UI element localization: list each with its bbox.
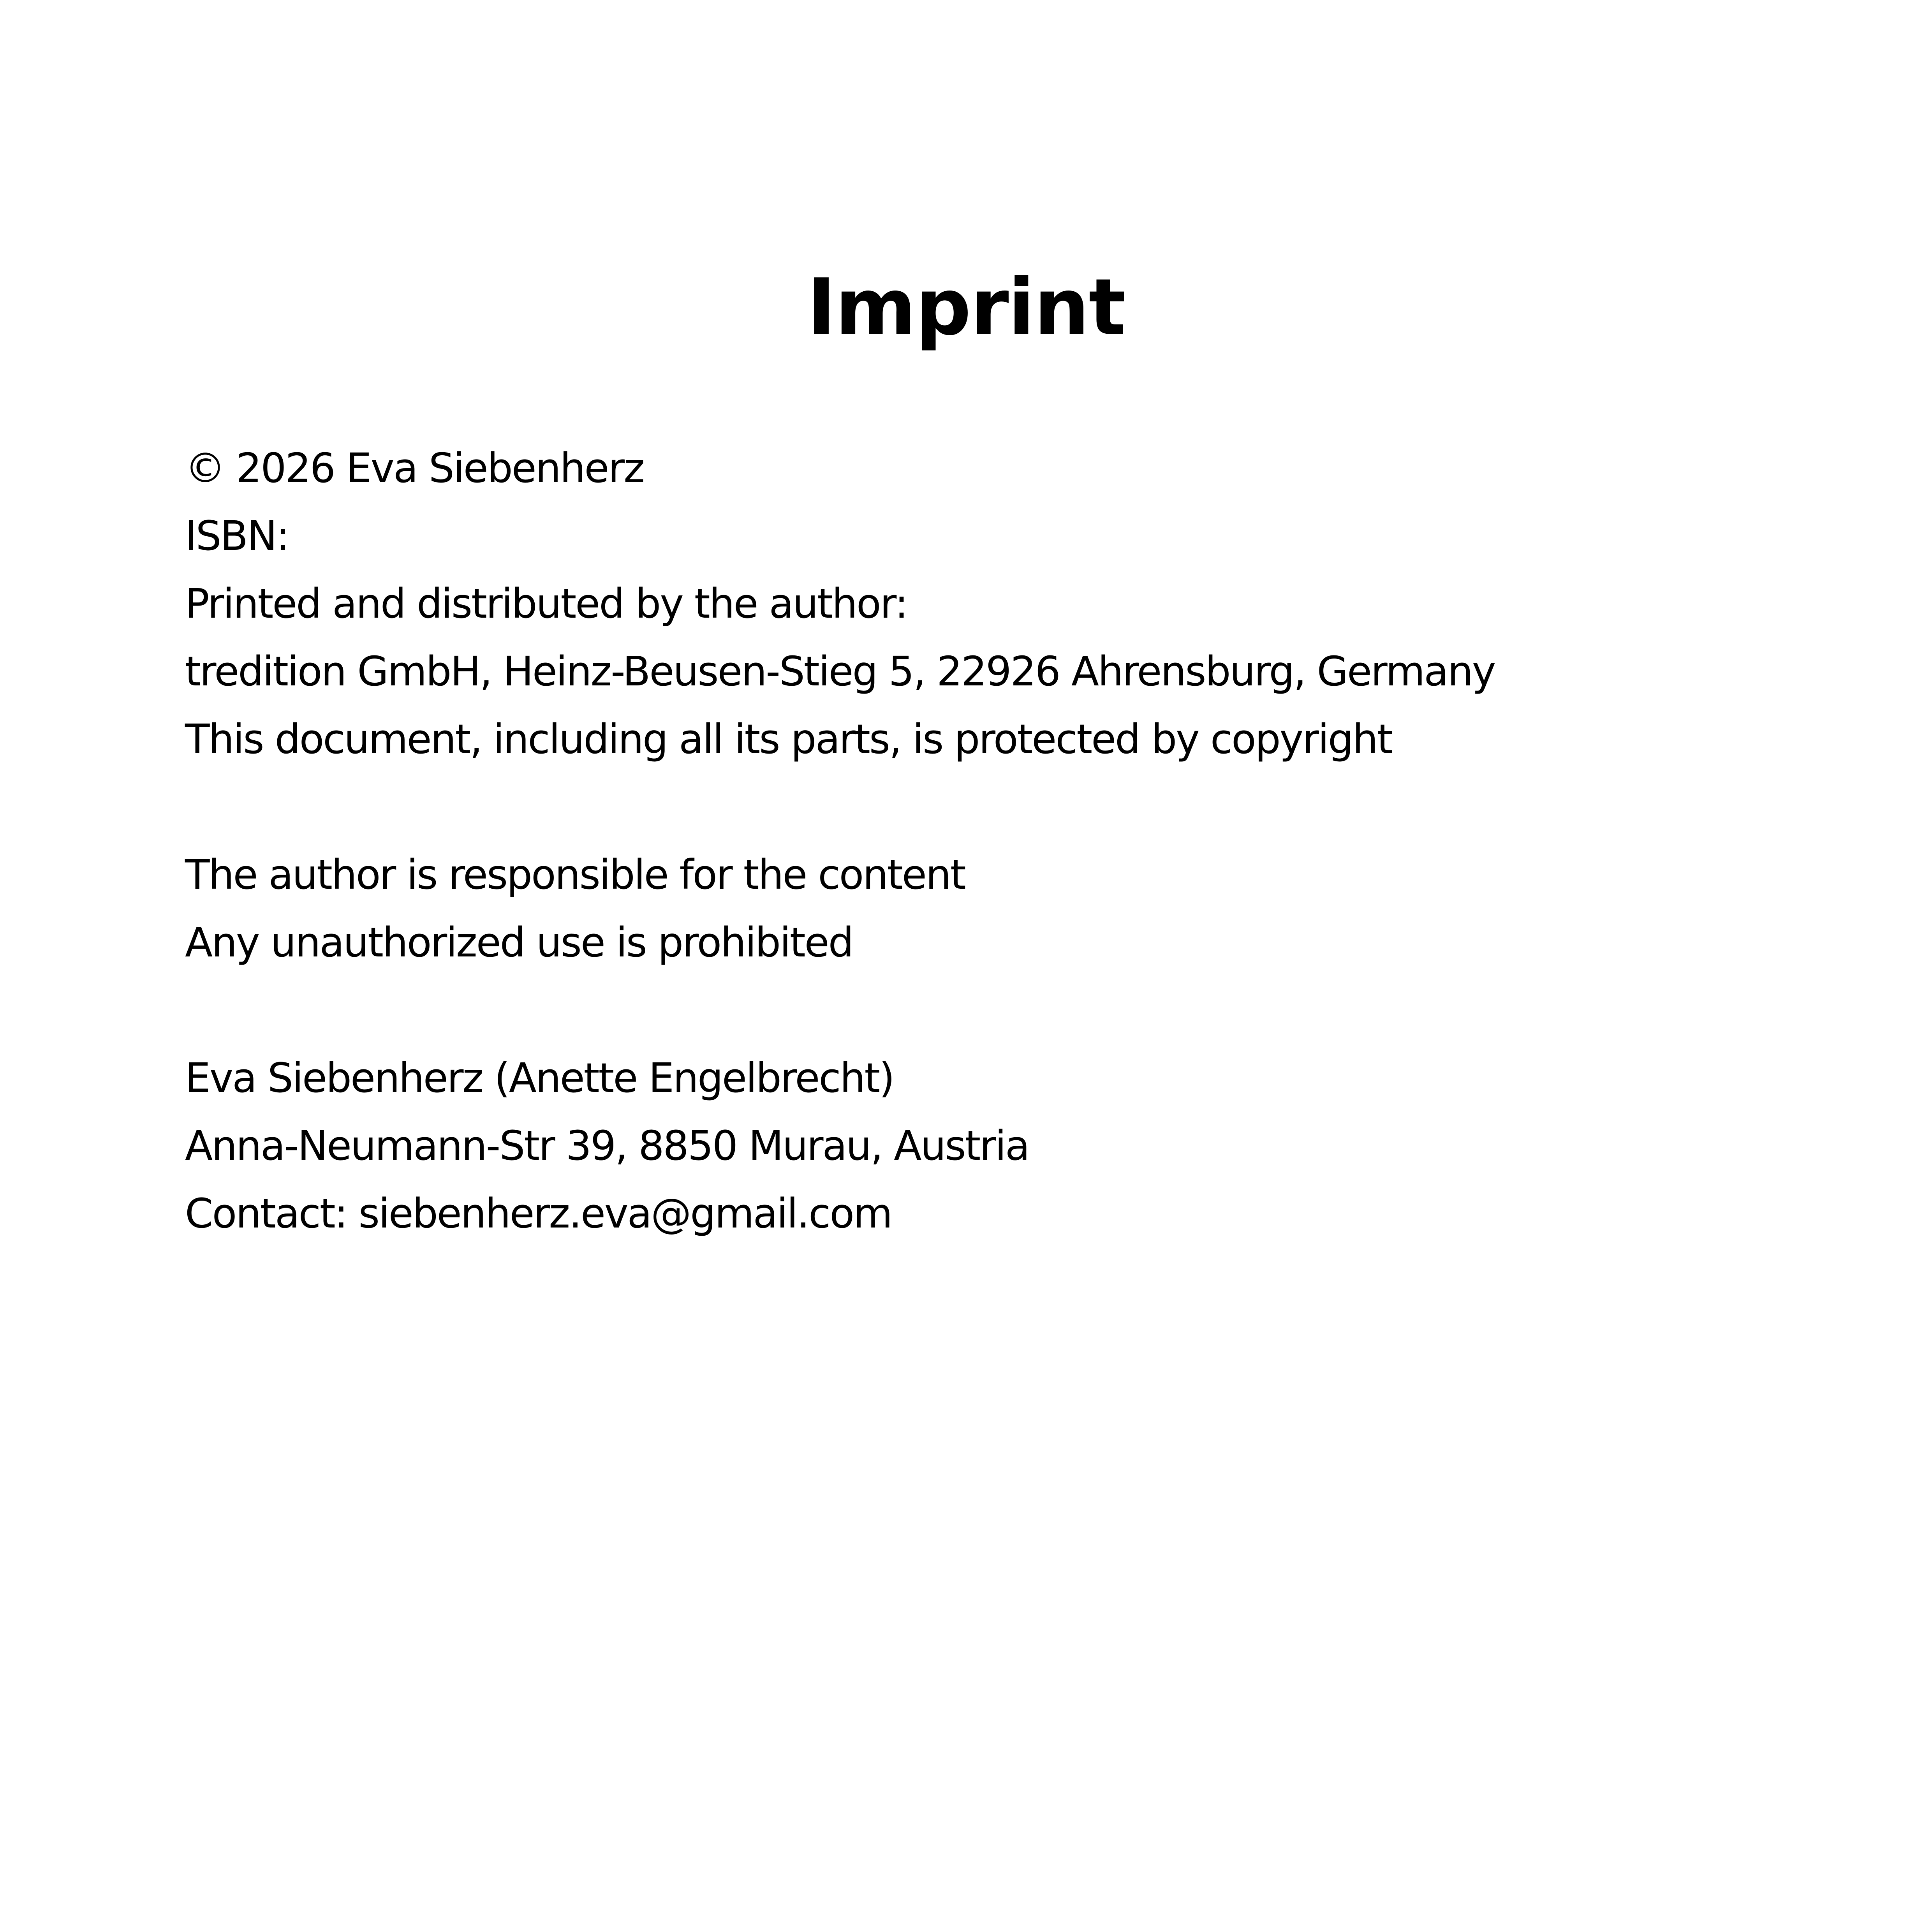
- paragraph-gap: [185, 773, 1860, 841]
- contact-line: Contact: siebenherz.eva@gmail.com: [185, 1190, 892, 1237]
- author-address-line: Anna-Neumann-Str 39, 8850 Murau, Austria: [185, 1122, 1029, 1169]
- responsibility-line: The author is responsible for the content: [185, 851, 965, 898]
- prohibition-line: Any unauthorized use is prohibited: [185, 919, 853, 966]
- isbn-line: ISBN:: [185, 512, 289, 560]
- copyright-notice-line: This document, including all its parts, is protected by copyright: [185, 715, 1392, 763]
- copyright-line: © 2026 Eva Siebenherz: [185, 444, 644, 492]
- author-name-line: Eva Siebenherz (Anette Engelbrecht): [185, 1054, 894, 1102]
- paragraph-gap: [185, 976, 1860, 1044]
- imprint-body: [185, 434, 1860, 1247]
- printed-by-line: Printed and distributed by the author:: [185, 580, 907, 627]
- publisher-line: tredition GmbH, Heinz-Beusen-Stieg 5, 22926 Ahrensburg, Germany: [185, 648, 1495, 695]
- page-title: Imprint: [807, 262, 1125, 353]
